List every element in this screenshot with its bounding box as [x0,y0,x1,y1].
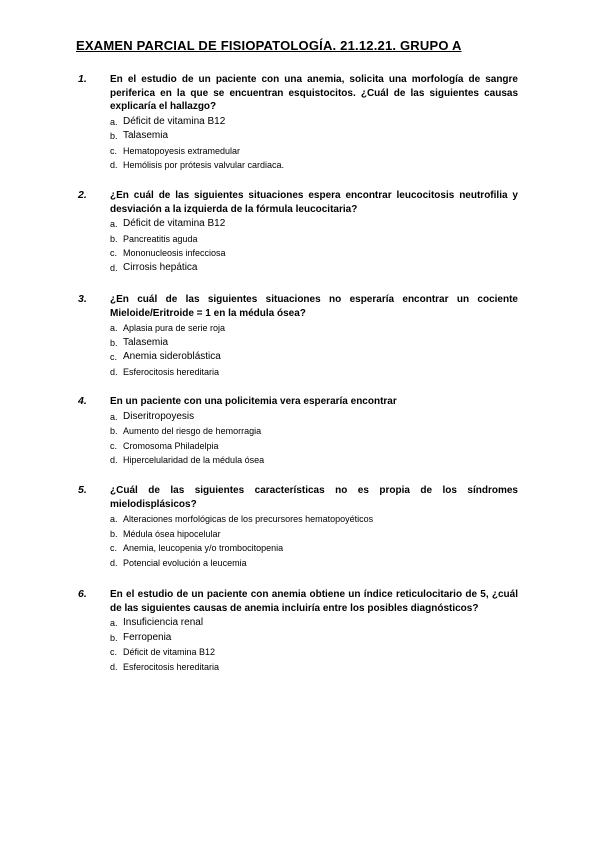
question-number: 5. [78,484,87,496]
question-number: 6. [78,588,87,600]
option-d: d. Potencial evolución a leucemia [110,557,247,568]
option-list [110,217,518,275]
question-number: 4. [78,395,87,407]
option-b: b. Médula ósea hipocelular [110,528,221,539]
question-text: En un paciente con una policitemia vera esperaría encontrar [110,396,397,407]
option-a: a. Insuficiencia renal [110,617,204,628]
option-c: c. Cromosoma Philadelpia [110,440,219,451]
option-d: d. Hemólisis por prótesis valvular cardiaca. [110,160,285,170]
question-4 [78,395,518,468]
option-c: c. Hematopoyesis extramedular [110,145,241,156]
option-list [110,616,518,674]
question-1 [78,73,518,173]
option-a: a. Aplasia pura de serie roja [110,323,226,333]
question-text: ¿En cuál de las siguientes situaciones no esperaría encontrar un cociente Mieloide/Eritroide = 1 en la médula ósea? [110,294,518,319]
option-b: b. Aumento del riesgo de hemorragia [110,426,262,436]
option-d: d. Cirrosis hepática [110,261,198,273]
option-c: c. Anemia sideroblástica [110,351,221,362]
question-5 [78,484,518,570]
question-number: 2. [78,189,87,201]
option-a: a. Déficit de vitamina B12 [110,115,226,127]
question-text: ¿En cuál de las siguientes situaciones espera encontrar leucocitosis neutrofilia y desviación a la izquierda de la fórmula leucocitaria? [110,190,518,215]
option-d: d. Esferocitosis hereditaria [110,366,220,377]
question-6 [78,588,518,674]
option-list [110,512,518,570]
option-b: b. Ferropenia [110,631,172,643]
option-c: c. Anemia, leucopenia y/o trombocitopenia [110,543,284,553]
question-text: En el estudio de un paciente con una anemia, solicita una morfología de sangre periferica en la que se encuentran esquistocitos. ¿Cuál de las siguientes causas explicaría el hallazgo? [110,74,518,112]
option-a: a. Déficit de vitamina B12 [110,218,226,229]
option-c: c. Déficit de vitamina B12 [110,647,216,657]
option-b: b. Pancreatitis aguda [110,233,198,244]
option-d: d. Hipercelularidad de la médula ósea [110,455,265,465]
option-list [110,321,518,379]
option-b: b. Talasemia [110,130,169,141]
option-c: c. Mononucleosis infecciosa [110,248,226,258]
question-2 [78,189,518,275]
question-text: En el estudio de un paciente con anemia obtiene un índice reticulocitario de 5, ¿cuál de las siguientes causas de anemia incluiría entre los posibles diagnósticos? [110,589,518,614]
exam-title: EXAMEN PARCIAL DE FISIOPATOLOGÍA. 21.12.21. GRUPO A [76,38,462,53]
option-a: a. Diseritropoyesis [110,410,195,422]
option-list [110,410,518,468]
option-list [110,115,518,173]
question-3 [78,293,518,379]
option-b: b. Talasemia [110,336,169,348]
question-number: 3. [78,293,87,305]
question-text: ¿Cuál de las siguientes características no es propia de los síndromes mielodisplásicos? [110,485,518,510]
option-d: d. Esferocitosis hereditaria [110,661,220,672]
option-a: a. Alteraciones morfológicas de los precursores hematopoyéticos [110,514,374,524]
question-number: 1. [78,73,87,85]
